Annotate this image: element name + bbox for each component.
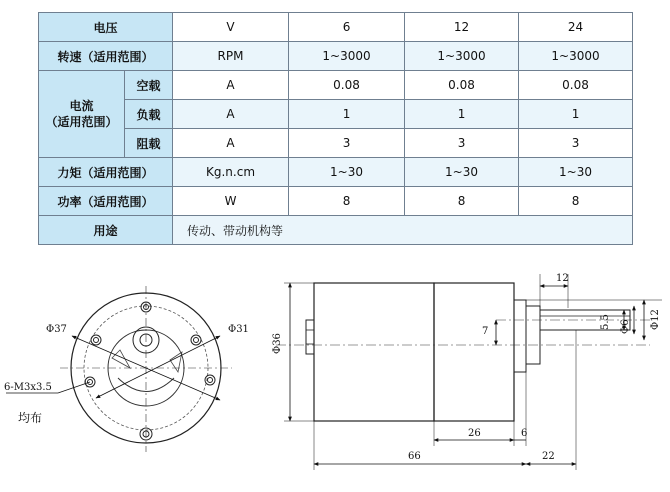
usage-text: 传动、带动机构等 [173, 216, 633, 245]
no-load-unit: A [173, 71, 289, 100]
voltage-label: 电压 [39, 13, 173, 42]
no-load-label: 空载 [125, 71, 173, 100]
side-shaft-offset: 7 [482, 326, 489, 337]
no-load-value-3: 0.08 [519, 71, 633, 100]
side-flange: 6 [521, 428, 528, 439]
current-label-line1: 电流 [69, 99, 94, 113]
power-label: 功率（适用范围） [39, 187, 173, 216]
speed-label: 转速（适用范围） [39, 42, 173, 71]
front-dia-outer: Φ37 [46, 324, 67, 335]
torque-value-3: 1~30 [519, 158, 633, 187]
front-holes: 6-M3x3.5 [4, 382, 52, 393]
speed-value-3: 1~3000 [519, 42, 633, 71]
row-speed [39, 42, 633, 71]
load-value-3: 1 [519, 100, 633, 129]
side-shaft-total: 22 [542, 451, 555, 462]
gearbox-body [434, 283, 514, 421]
motor-body [314, 283, 434, 421]
row-torque [39, 158, 633, 187]
torque-value-1: 1~30 [289, 158, 405, 187]
power-value-3: 8 [519, 187, 633, 216]
power-value-2: 8 [405, 187, 519, 216]
power-value-1: 8 [289, 187, 405, 216]
row-power [39, 187, 633, 216]
load-value-2: 1 [405, 100, 519, 129]
side-shaft-dia: Φ6 [620, 319, 631, 334]
no-load-value-1: 0.08 [289, 71, 405, 100]
voltage-value-2: 12 [405, 13, 519, 42]
side-view [272, 273, 662, 470]
side-motor-len: 66 [408, 451, 421, 462]
stall-unit: A [173, 129, 289, 158]
voltage-value-1: 6 [289, 13, 405, 42]
current-label [39, 71, 125, 158]
side-shaft-len: 12 [556, 273, 569, 284]
speed-unit: RPM [173, 42, 289, 71]
motor-drawing [0, 250, 670, 492]
stall-value-3: 3 [519, 129, 633, 158]
front-view [4, 286, 249, 452]
torque-unit: Kg.n.cm [173, 158, 289, 187]
speed-value-1: 1~3000 [289, 42, 405, 71]
row-current-load [39, 100, 633, 129]
current-label-line2: （适用范围） [45, 115, 118, 129]
front-dia-inner: Φ31 [228, 324, 249, 335]
row-current-stall [39, 129, 633, 158]
front-even: 均布 [18, 411, 43, 425]
stall-value-2: 3 [405, 129, 519, 158]
torque-value-2: 1~30 [405, 158, 519, 187]
voltage-unit: V [173, 13, 289, 42]
stall-label: 阻载 [125, 129, 173, 158]
side-body-dia: Φ36 [272, 333, 283, 354]
torque-label: 力矩（适用范围） [39, 158, 173, 187]
power-unit: W [173, 187, 289, 216]
row-current-no-load [39, 71, 633, 100]
row-voltage [39, 13, 633, 42]
row-usage [39, 216, 633, 245]
side-gearbox-len: 26 [468, 428, 481, 439]
side-flat: 5.5 [600, 314, 611, 330]
speed-value-2: 1~3000 [405, 42, 519, 71]
load-unit: A [173, 100, 289, 129]
voltage-value-3: 24 [519, 13, 633, 42]
spec-table [38, 12, 633, 245]
no-load-value-2: 0.08 [405, 71, 519, 100]
load-label: 负载 [125, 100, 173, 129]
usage-label: 用途 [39, 216, 173, 245]
load-value-1: 1 [289, 100, 405, 129]
flange [514, 300, 526, 372]
stall-value-1: 3 [289, 129, 405, 158]
side-boss-dia: Φ12 [650, 309, 661, 330]
